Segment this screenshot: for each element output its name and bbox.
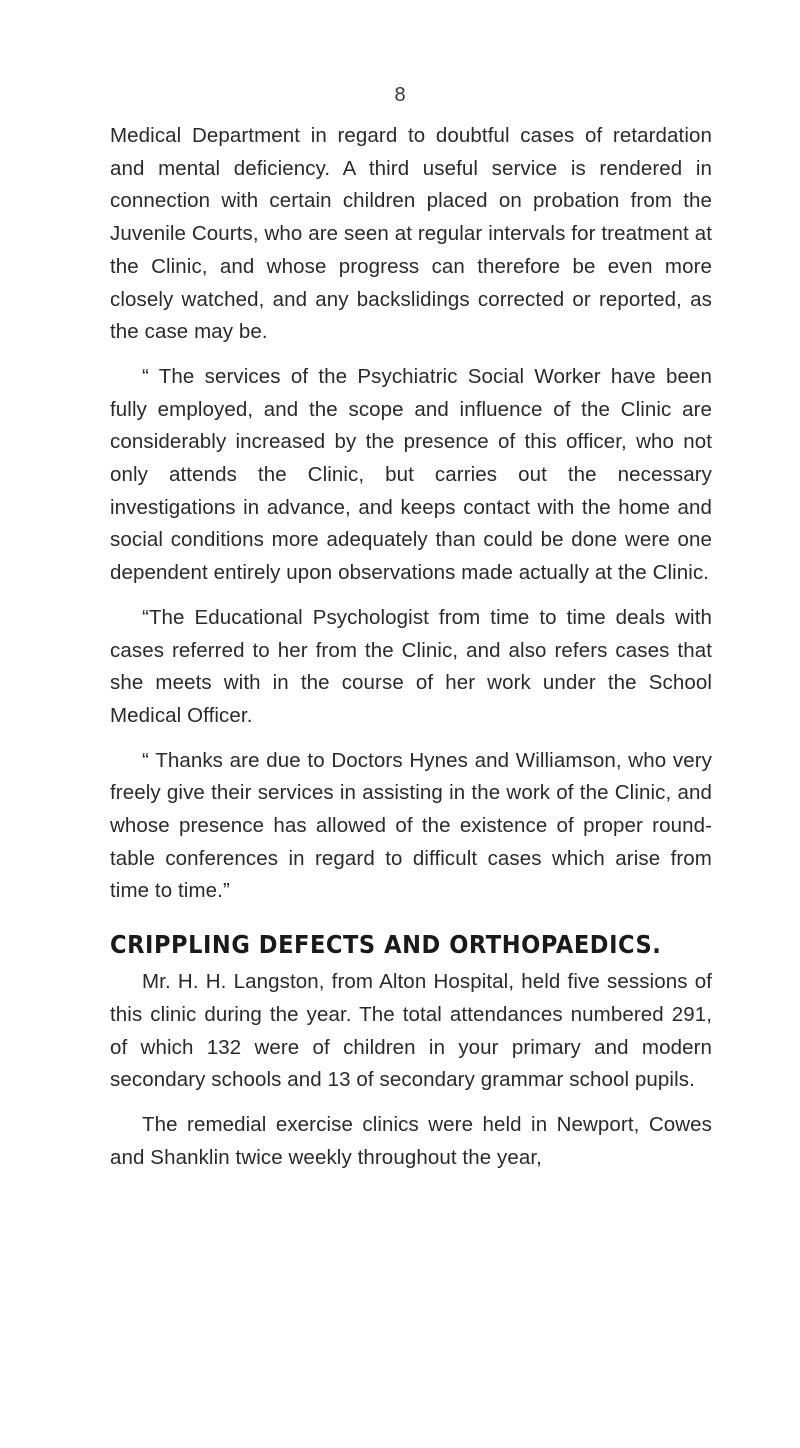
paragraph-thanks: “ Thanks are due to Doctors Hynes and Williamson, who very freely give their services in assisting in the work of the Clinic, and whose presence has allowed of the existence of proper round-table conferences in regard to difficult cases which arise from time to time.” <box>110 748 712 903</box>
document-body <box>110 120 712 1174</box>
section-heading-crippling-defects: CRIPPLING DEFECTS AND ORTHOPAEDICS. <box>110 930 662 960</box>
paragraph-psychiatric-social-worker: “ The services of the Psychiatric Social Worker have been fully employed, and the scope and influence of the Clinic are considerably increased by the presence of this officer, who not only attends the Clinic, but carries out the necessary investigations in advance, and keeps contact with the home and social conditions more adequately than could be done were one dependent entirely upon observations made actually at the Clinic. <box>110 364 712 585</box>
paragraph-remedial-exercise: The remedial exercise clinics were held in Newport, Cowes and Shanklin twice weekly throughout the year, <box>110 1112 712 1169</box>
paragraph-educational-psychologist: “The Educational Psychologist from time to time deals with cases referred to her from the Clinic, and also refers cases that she meets with in the course of her work under the School Medical Officer. <box>110 605 712 727</box>
paragraph-langston-sessions: Mr. H. H. Langston, from Alton Hospital, held five sessions of this clinic during the year. The total attendances numbered 291, of which 132 were of children in your primary and modern secondary schools and 13 of secondary grammar school pupils. <box>110 970 712 1092</box>
paragraph-retardation: Medical Department in regard to doubtful cases of retardation and mental deficiency. A third useful service is rendered in connection with certain children placed on probation from the Juvenile Courts, who are seen at regular intervals for treatment at the Clinic, and whose progress can therefore be even more closely watched, and any backslidings corrected or reported, as the case may be. <box>110 124 712 344</box>
page-number: 8 <box>394 84 406 106</box>
